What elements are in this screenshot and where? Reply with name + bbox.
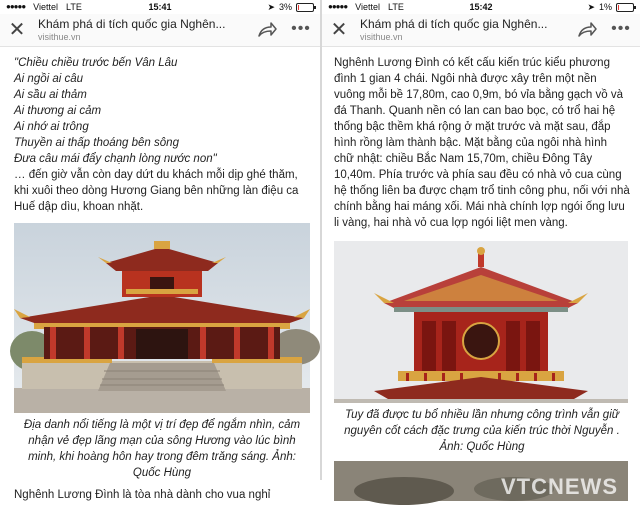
share-icon [256,20,278,40]
close-icon: ✕ [8,19,26,41]
battery-fill [298,5,299,10]
screenshot-right [322,0,640,499]
poem-line: Thuyền ai thấp thoáng bên sông [14,137,179,149]
share-icon [576,20,598,40]
share-button[interactable] [256,20,278,40]
location-icon: ➤ [587,2,595,12]
watermark-text: VTCNEWS [501,474,618,499]
pavilion-photo [14,223,310,413]
page-title: Khám phá di tích quốc gia Nghên... [38,17,226,31]
poem-line: Đưa câu mái đẩy chạnh lòng nước non" [14,153,217,165]
article-content [0,47,320,501]
network-label: LTE [388,2,404,12]
status-bar [322,0,640,14]
photo-caption: Tuy đã được tu bổ nhiều lần nhưng công trình vẫn giữ nguyên cốt cách đặc trưng của kiến trúc thời Nguyễn . Ảnh: Quốc Hùng [344,409,620,453]
close-button[interactable] [6,19,28,41]
battery-percent: 3% [278,2,292,12]
close-icon: ✕ [330,19,348,41]
more-button[interactable] [610,19,632,39]
poem [14,55,310,167]
browser-toolbar [322,14,640,47]
more-icon: ••• [611,20,631,37]
pavilion-illustration [14,223,310,413]
poem-line: Ai ngồi ai câu [14,73,84,85]
network-label: LTE [66,2,82,12]
share-button[interactable] [576,20,598,40]
pavilion-illustration [334,241,628,403]
battery-icon [296,3,314,12]
carrier-label: Viettel [33,2,59,12]
photo-caption: Địa danh nổi tiếng là một vị trí đẹp để ngắm nhìn, cảm nhận vẻ đẹp lãng mạn của sông Hương vào lúc bình minh, khi hoàng hôn hay trong đêm trăng sáng. Ảnh: Quốc Hùng [23,419,301,479]
status-bar [0,0,320,14]
battery-percent: 1% [598,2,612,12]
signal-icon: ●●●●● [328,2,348,11]
article-paragraph: Nghênh Lương Đình là tòa nhà dành cho vua nghỉ [14,489,271,501]
more-icon: ••• [291,20,311,37]
poem-line: Ai sầu ai thảm [14,89,87,101]
browser-toolbar [0,14,320,47]
more-button[interactable] [290,19,312,39]
poem-line: Ai thương ai cảm [14,105,102,117]
pavilion-photo [334,241,628,403]
close-button[interactable] [328,19,350,41]
article-paragraph: Nghênh Lương Đình có kết cấu kiến trúc kiểu phương đình 1 gian 4 chái. Ngôi nhà được xây trên một nền vuông mỗi bề 17,80m, cao 0,9m, bó vỉa bằng gạch vồ và đá Thanh. Quanh nền có lan can bao bọc, có trổ hai hệ thống bậc thềm khá rộng ở mặt trước và mặt sau, đắp hình rồng làm thành bậc. Mặt bằng của ngôi nhà hình chữ nhật: chiều Bắc Nam 15,70m, chiều Đông Tây 10,40m. Phía trước và phía sau đều có nhà vỏ cua cùng hệ thống liên ba được chạm trổ tinh công phu, nối với nhà chính bằng hai máng xối. Mái nhà chính lợp ngói ống lưu li vàng, hai nhà vỏ cua lợp ngói liệt men vàng. [334,57,630,229]
status-time: 15:41 [148,2,172,12]
page-title: Khám phá di tích quốc gia Nghên... [360,17,548,31]
poem-line: Ai nhớ ai trông [14,121,89,133]
bottom-photo [334,461,628,501]
location-icon: ➤ [267,2,275,12]
page-host: visithue.vn [38,32,81,42]
screenshot-left [0,0,320,501]
article-paragraph: … đến giờ vẫn còn day dứt du khách mỗi dịp ghé thăm, khi xuôi theo dòng Hương Giang bên những làn điệu ca Huế dập dìu, khoan nhặt. [14,169,299,213]
article-content [322,47,640,499]
battery-icon [616,3,634,12]
carrier-label: Viettel [355,2,381,12]
status-time: 15:42 [469,2,493,12]
battery-fill [618,5,619,10]
page-host: visithue.vn [360,32,403,42]
poem-line: "Chiều chiều trước bến Vân Lâu [14,57,178,69]
signal-icon: ●●●●● [6,2,26,11]
